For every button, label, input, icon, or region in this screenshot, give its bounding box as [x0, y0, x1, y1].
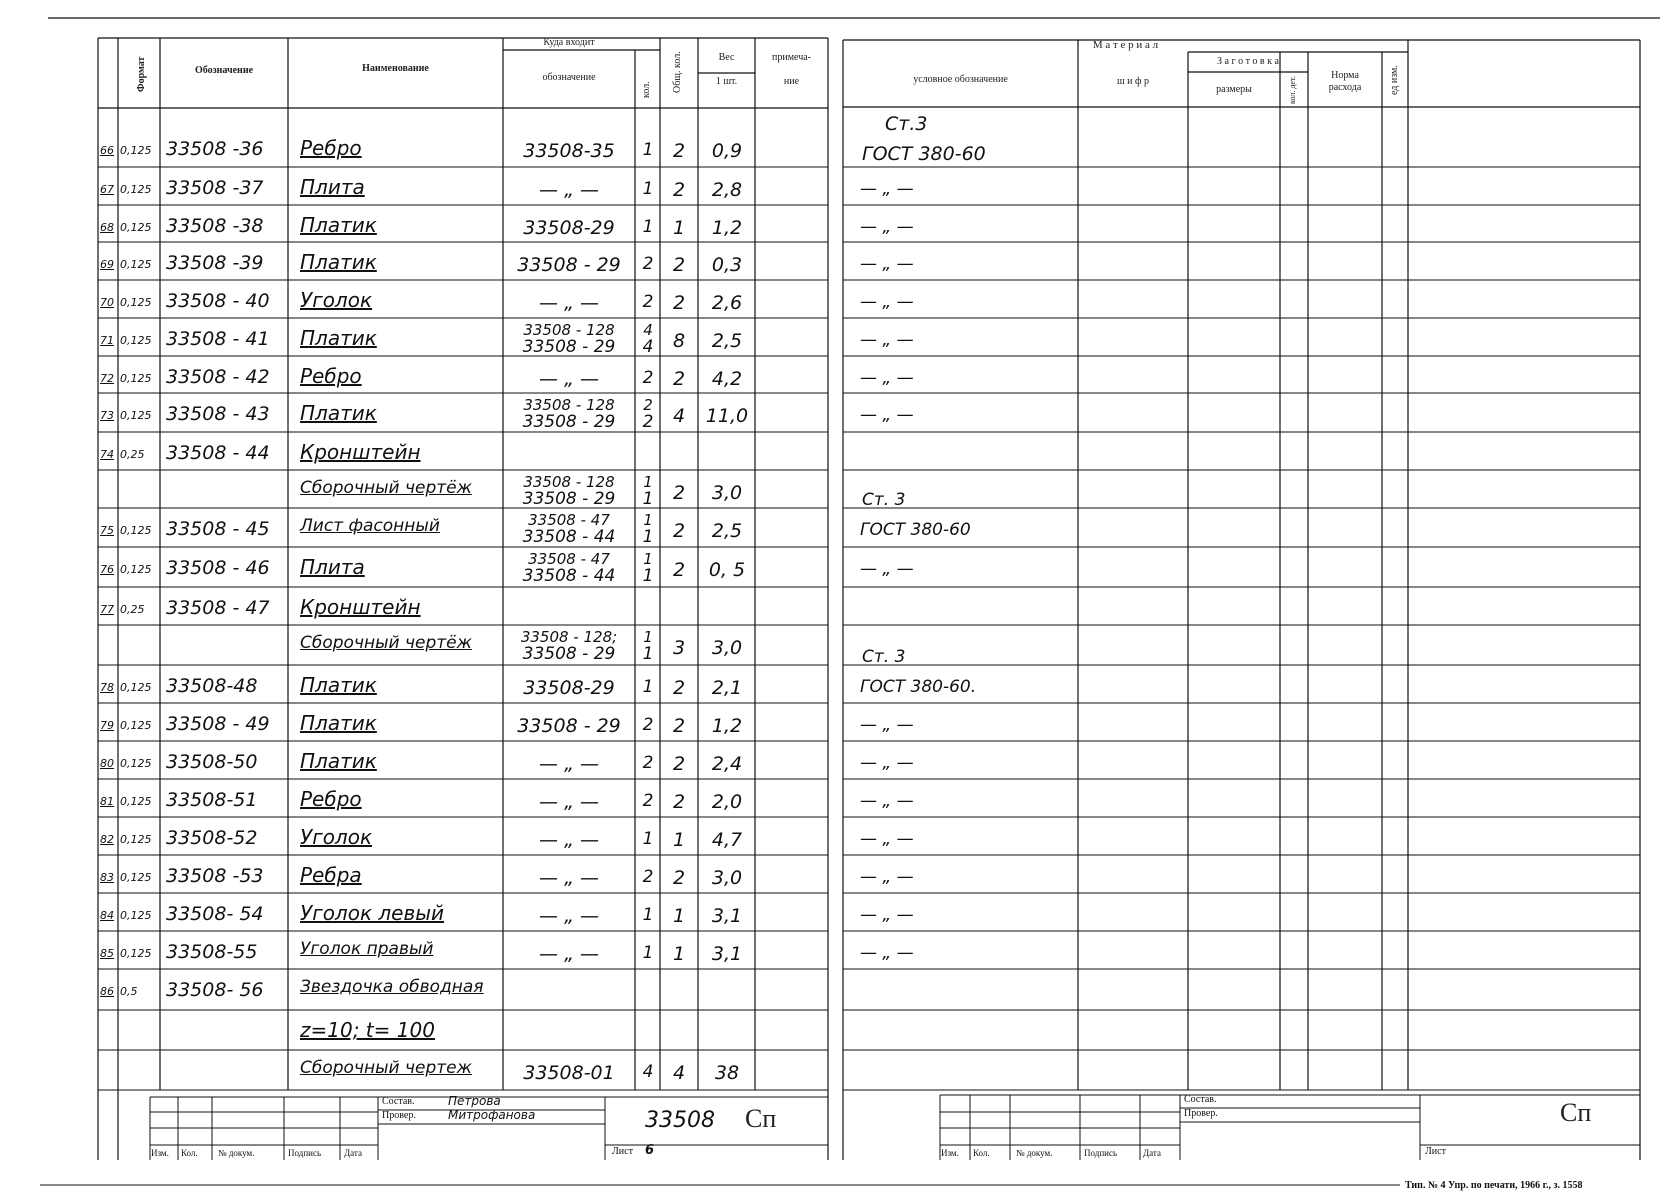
row-where-used-1: 33508 - 128; — [520, 628, 618, 646]
row-format: 0,125 — [120, 524, 152, 537]
row-number: 80 — [100, 757, 114, 770]
row-qty: 2 — [642, 368, 654, 388]
row-name: Сборочный чертёж — [300, 478, 472, 498]
row-number: 83 — [100, 871, 114, 884]
row-qty: 1 — [642, 677, 654, 697]
row-designation: 33508-50 — [166, 751, 258, 773]
row-material: — „ — — [860, 905, 914, 925]
row-name: Лист фасонный — [300, 516, 440, 536]
row-where-used-1: 33508 - 128 — [523, 396, 615, 414]
row-number: 86 — [100, 985, 114, 998]
row-format: 0,125 — [120, 296, 152, 309]
row-weight: 3,1 — [711, 905, 743, 927]
row-number: 84 — [100, 909, 114, 922]
row-total-qty: 4 — [672, 1062, 686, 1084]
row-name: Уголок — [300, 288, 373, 312]
print-imprint: Тип. № 4 Упр. по печати, 1966 г., з. 1558 — [1405, 1180, 1583, 1191]
row-total-qty: 2 — [672, 520, 686, 542]
material-code-header: ш и ф р — [1116, 76, 1150, 87]
material-designation-header: условное обозначение — [913, 74, 1008, 85]
row-material: ГОСТ 380-60. — [860, 677, 977, 697]
row-material: — „ — — [860, 715, 914, 735]
row-number: 78 — [100, 681, 114, 694]
row-format: 0,125 — [120, 221, 152, 234]
row-where-used-2: 33508 - 29 — [522, 337, 616, 357]
row-where-used: 33508-29 — [523, 677, 615, 699]
stamp-right-code: Сп — [1560, 1098, 1592, 1127]
row-format: 0,125 — [120, 409, 152, 422]
row-material: — „ — — [860, 791, 914, 811]
row-number: 72 — [100, 372, 114, 385]
row-material-grade: Ст.3 — [885, 113, 928, 135]
row-name: Платик — [300, 250, 377, 274]
row-where-used: — „ — — [539, 368, 599, 390]
row-material: — „ — — [860, 330, 914, 350]
row-weight: 4,2 — [711, 368, 743, 390]
row-name: Платик — [300, 326, 377, 350]
row-number: 67 — [100, 183, 114, 196]
row-material-standard: ГОСТ 380-60 — [862, 143, 986, 165]
row-name: Платик — [300, 711, 377, 735]
row-designation: 33508 - 45 — [166, 518, 270, 540]
norm-header-1: Норма — [1331, 70, 1359, 81]
row-designation: 33508 -36 — [166, 138, 264, 160]
norm-header-2: расхода — [1328, 82, 1362, 93]
row-format: 0,125 — [120, 757, 152, 770]
row-where-used: 33508-29 — [523, 217, 615, 239]
row-where-used: — „ — — [539, 905, 599, 927]
row-material: — „ — — [860, 943, 914, 963]
row-where-used: 33508 - 29 — [517, 715, 621, 737]
row-total-qty: 2 — [672, 179, 686, 201]
stamp-right-col-rev: Изм. — [941, 1148, 959, 1158]
row-total-qty: 2 — [672, 482, 686, 504]
row-designation: 33508 -37 — [166, 177, 264, 199]
row-weight: 3,0 — [711, 482, 743, 504]
row-material: — „ — — [860, 292, 914, 312]
row-where-used: — „ — — [539, 943, 599, 965]
row-qty: 1 — [642, 140, 654, 160]
row-where-used-1: 33508 - 128 — [523, 321, 615, 339]
row-name: Платик — [300, 401, 377, 425]
row-qty-2: 1 — [642, 527, 654, 547]
row-where-used-2: 33508 - 44 — [522, 566, 616, 586]
row-number: 74 — [100, 448, 114, 461]
row-number: 70 — [100, 296, 114, 309]
row-total-qty: 1 — [672, 905, 686, 927]
row-name: Плита — [300, 175, 365, 199]
row-qty-1: 1 — [643, 628, 653, 646]
row-qty: 1 — [642, 217, 654, 237]
row-designation: 33508-48 — [166, 675, 258, 697]
row-where-used: 33508 - 29 — [517, 254, 621, 276]
row-name: Ребро — [300, 787, 362, 811]
row-format: 0,125 — [120, 372, 152, 385]
col-name-header: Наименование — [362, 63, 429, 74]
row-total-qty: 4 — [672, 405, 686, 427]
row-number: 81 — [100, 795, 114, 808]
col-where-used-designation: обозначение — [542, 72, 596, 83]
col-designation-header: Обозначение — [194, 65, 254, 76]
row-material-grade: Ст. 3 — [862, 490, 906, 510]
stamp-checked-name: Митрофанова — [448, 1108, 536, 1122]
row-weight: 1,2 — [711, 217, 743, 239]
row-total-qty: 2 — [672, 715, 686, 737]
row-format: 0,5 — [120, 985, 138, 998]
stamp-col-doc: № докум. — [218, 1148, 255, 1158]
row-qty-1: 2 — [643, 396, 653, 414]
stamp-right-col-doc: № докум. — [1016, 1148, 1053, 1158]
unit-header: ед изм. — [1389, 65, 1400, 95]
row-where-used: — „ — — [539, 179, 599, 201]
row-name: Платик — [300, 749, 377, 773]
stamp-doc-number: 33508 — [645, 1108, 715, 1133]
row-designation: 33508 - 46 — [166, 557, 270, 579]
row-qty-2: 1 — [642, 644, 654, 664]
row-designation: 33508 - 42 — [166, 366, 270, 388]
row-designation: 33508 -38 — [166, 215, 264, 237]
stamp-right-col-sign: Подпись — [1084, 1148, 1118, 1158]
row-material: — „ — — [860, 254, 914, 274]
stamp-col-sign: Подпись — [288, 1148, 322, 1158]
row-designation: 33508-51 — [166, 789, 258, 811]
row-qty-1: 1 — [643, 511, 653, 529]
row-qty: 1 — [642, 829, 654, 849]
row-designation: 33508 -39 — [166, 252, 264, 274]
row-total-qty: 2 — [672, 753, 686, 775]
row-qty-1: 4 — [643, 321, 653, 339]
row-number: 82 — [100, 833, 114, 846]
row-total-qty: 2 — [672, 254, 686, 276]
row-weight: 38 — [714, 1062, 740, 1084]
stamp-compiled-name: Петрова — [448, 1094, 501, 1108]
row-weight: 2,8 — [711, 179, 743, 201]
row-weight: 4,7 — [711, 829, 743, 851]
row-where-used: — „ — — [539, 829, 599, 851]
row-total-qty: 2 — [672, 791, 686, 813]
row-total-qty: 2 — [672, 292, 686, 314]
row-where-used: — „ — — [539, 791, 599, 813]
stamp-checked-label: Провер. — [382, 1110, 416, 1121]
row-qty-1: 1 — [643, 550, 653, 568]
row-designation: 33508 - 49 — [166, 713, 270, 735]
row-designation: 33508-52 — [166, 827, 258, 849]
row-total-qty: 2 — [672, 677, 686, 699]
row-weight: 2,4 — [711, 753, 743, 775]
row-designation: 33508-55 — [166, 941, 258, 963]
row-name: Платик — [300, 673, 377, 697]
row-weight: 0,9 — [711, 140, 743, 162]
col-total-qty-header: Общ. кол. — [672, 51, 683, 93]
row-total-qty: 2 — [672, 559, 686, 581]
row-designation: 33508 - 44 — [166, 442, 270, 464]
row-number: 71 — [100, 334, 114, 347]
row-name: z=10; t= 100 — [300, 1018, 435, 1042]
row-qty: 2 — [642, 254, 654, 274]
row-where-used: 33508-35 — [523, 140, 615, 162]
row-qty-2: 1 — [642, 489, 654, 509]
stamp-right-compiled: Состав. — [1184, 1094, 1217, 1105]
stamp-right-col-date: Дата — [1143, 1148, 1161, 1158]
row-format: 0,125 — [120, 144, 152, 157]
blank-qty-header: кол. дет. — [1288, 76, 1297, 104]
row-number: 85 — [100, 947, 114, 960]
stamp-compiled-label: Состав. — [382, 1096, 415, 1107]
col-qty-header: кол. — [641, 81, 652, 99]
row-total-qty: 2 — [672, 140, 686, 162]
row-qty: 2 — [642, 867, 654, 887]
stamp-sheet-number: 6 — [645, 1143, 655, 1158]
row-weight: 2,1 — [711, 677, 743, 699]
row-qty: 1 — [642, 905, 654, 925]
row-where-used: — „ — — [539, 292, 599, 314]
stamp-col-date: Дата — [344, 1148, 362, 1158]
row-weight: 1,2 — [711, 715, 743, 737]
stamp-right-col-qty: Кол. — [973, 1148, 990, 1158]
row-where-used-2: 33508 - 29 — [522, 489, 616, 509]
col-where-used-header: Куда входит — [543, 37, 595, 48]
row-material: — „ — — [860, 368, 914, 388]
row-format: 0,125 — [120, 795, 152, 808]
row-where-used-2: 33508 - 29 — [522, 644, 616, 664]
row-name: Звездочка обводная — [300, 977, 484, 997]
row-format: 0,25 — [120, 448, 145, 461]
row-weight: 2,6 — [711, 292, 743, 314]
row-qty-2: 1 — [642, 566, 654, 586]
row-designation: 33508 - 47 — [166, 597, 270, 619]
row-total-qty: 2 — [672, 867, 686, 889]
row-name: Уголок правый — [300, 939, 434, 959]
row-material: — „ — — [860, 753, 914, 773]
stamp-sheet-label: Лист — [612, 1146, 633, 1157]
row-total-qty: 2 — [672, 368, 686, 390]
col-format-header: Формат — [136, 56, 147, 92]
row-weight: 3,0 — [711, 637, 743, 659]
row-qty: 2 — [642, 292, 654, 312]
row-total-qty: 8 — [672, 330, 686, 352]
row-material-grade: Ст. 3 — [862, 647, 906, 667]
row-material: — „ — — [860, 559, 914, 579]
row-qty: 2 — [642, 791, 654, 811]
row-number: 79 — [100, 719, 114, 732]
row-number: 75 — [100, 524, 114, 537]
row-format: 0,25 — [120, 603, 145, 616]
row-material: — „ — — [860, 867, 914, 887]
row-name: Сборочный чертёж — [300, 633, 472, 653]
row-weight: 3,1 — [711, 943, 743, 965]
stamp-right-sheet: Лист — [1425, 1146, 1446, 1157]
stamp-doc-code: Сп — [745, 1104, 777, 1133]
row-number: 68 — [100, 221, 114, 234]
row-format: 0,125 — [120, 334, 152, 347]
row-format: 0,125 — [120, 871, 152, 884]
row-qty: 1 — [642, 179, 654, 199]
row-total-qty: 1 — [672, 943, 686, 965]
blank-header: З а г о т о в к а — [1217, 56, 1279, 67]
material-header: М а т е р и а л — [1092, 39, 1159, 51]
row-name: Уголок левый — [300, 901, 445, 925]
row-name: Платик — [300, 213, 377, 237]
stamp-right-checked: Провер. — [1184, 1108, 1218, 1119]
row-format: 0,125 — [120, 258, 152, 271]
row-format: 0,125 — [120, 681, 152, 694]
row-number: 66 — [100, 144, 114, 157]
row-qty-1: 1 — [643, 473, 653, 491]
row-number: 77 — [100, 603, 114, 616]
row-name: Кронштейн — [300, 440, 421, 464]
row-name: Ребро — [300, 136, 362, 160]
row-weight: 0, 5 — [708, 559, 746, 581]
stamp-col-qty: Кол. — [181, 1148, 198, 1158]
row-designation: 33508- 56 — [166, 979, 264, 1001]
row-weight: 11,0 — [705, 405, 749, 427]
row-name: Плита — [300, 555, 365, 579]
row-material: — „ — — [860, 217, 914, 237]
row-name: Ребра — [300, 863, 362, 887]
col-note-header-1: примеча- — [771, 52, 812, 63]
row-qty: 4 — [642, 1062, 654, 1082]
row-weight: 3,0 — [711, 867, 743, 889]
row-name: Кронштейн — [300, 595, 421, 619]
row-where-used-2: 33508 - 44 — [522, 527, 616, 547]
row-designation: 33508 - 40 — [166, 290, 270, 312]
row-where-used: — „ — — [539, 753, 599, 775]
row-format: 0,125 — [120, 947, 152, 960]
row-designation: 33508 -53 — [166, 865, 264, 887]
row-number: 76 — [100, 563, 114, 576]
row-weight: 0,3 — [711, 254, 743, 276]
row-format: 0,125 — [120, 909, 152, 922]
row-material: — „ — — [860, 829, 914, 849]
blank-sizes-header: размеры — [1216, 84, 1252, 95]
row-where-used-1: 33508 - 47 — [528, 550, 610, 568]
row-number: 73 — [100, 409, 114, 422]
row-weight: 2,5 — [711, 520, 743, 542]
row-number: 69 — [100, 258, 114, 271]
row-where-used: 33508-01 — [523, 1062, 615, 1084]
row-designation: 33508- 54 — [166, 903, 264, 925]
row-total-qty: 1 — [672, 217, 686, 239]
row-qty: 2 — [642, 753, 654, 773]
row-name: Сборочный чертеж — [300, 1058, 472, 1078]
row-qty: 1 — [642, 943, 654, 963]
row-qty: 2 — [642, 715, 654, 735]
row-name: Уголок — [300, 825, 373, 849]
row-weight: 2,5 — [711, 330, 743, 352]
row-designation: 33508 - 41 — [166, 328, 270, 350]
row-where-used-1: 33508 - 128 — [523, 473, 615, 491]
row-material: ГОСТ 380-60 — [860, 520, 971, 540]
row-where-used-2: 33508 - 29 — [522, 412, 616, 432]
row-where-used: — „ — — [539, 867, 599, 889]
row-material: — „ — — [860, 405, 914, 425]
row-total-qty: 1 — [672, 829, 686, 851]
row-format: 0,125 — [120, 183, 152, 196]
col-weight-header: Вес — [718, 52, 735, 63]
col-note-header-2: ние — [783, 76, 800, 87]
col-weight-unit: 1 шт. — [715, 76, 738, 87]
row-where-used-1: 33508 - 47 — [528, 511, 610, 529]
row-material: — „ — — [860, 179, 914, 199]
row-format: 0,125 — [120, 833, 152, 846]
row-format: 0,125 — [120, 563, 152, 576]
row-format: 0,125 — [120, 719, 152, 732]
row-qty-2: 4 — [642, 337, 654, 357]
row-name: Ребро — [300, 364, 362, 388]
row-total-qty: 3 — [672, 637, 686, 659]
row-weight: 2,0 — [711, 791, 743, 813]
stamp-col-rev: Изм. — [151, 1148, 169, 1158]
row-qty-2: 2 — [642, 412, 654, 432]
row-designation: 33508 - 43 — [166, 403, 270, 425]
